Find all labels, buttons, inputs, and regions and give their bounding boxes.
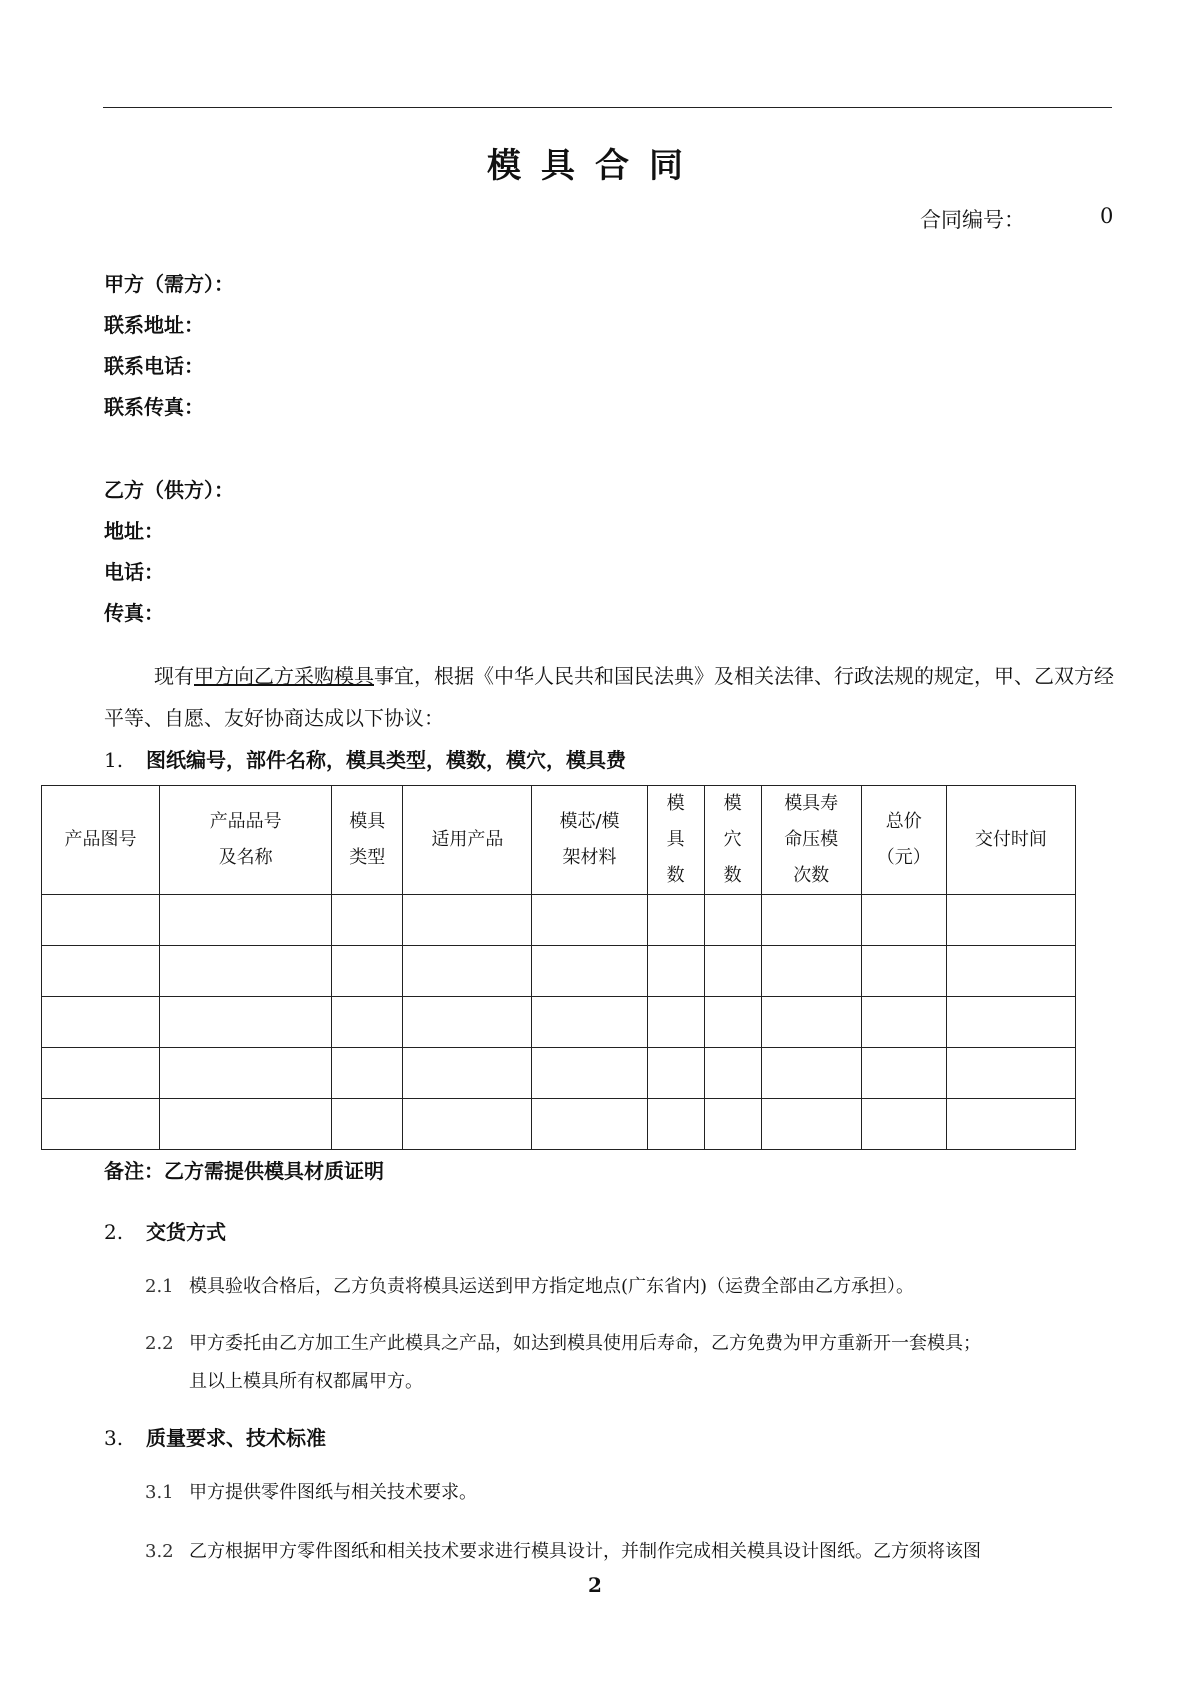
table-cell[interactable] [704,997,761,1048]
intro-underlined: 甲方向乙方采购模具 [194,664,374,688]
table-header-cell: 适用产品 [403,786,532,895]
clause-3-2 [145,1533,1125,1571]
intro-prefix: 现有 [154,664,194,688]
table-row [42,1099,1076,1150]
table-cell[interactable] [403,946,532,997]
clause-text: 甲方提供零件图纸与相关技术要求。 [189,1482,477,1503]
party-b-phone-label: 电话： [104,560,164,584]
table-cell[interactable] [946,1048,1075,1099]
section-2-title: 交货方式 [146,1220,226,1244]
table-cell[interactable] [861,1048,946,1099]
section-1-number: 1. [104,748,124,772]
party-a-address-label: 联系地址： [104,313,204,337]
table-cell[interactable] [946,946,1075,997]
table-header-cell: 模 具 数 [647,786,704,895]
table-cell[interactable] [647,946,704,997]
section-2-heading [104,1216,226,1245]
table-cell[interactable] [332,946,403,997]
table-cell[interactable] [403,997,532,1048]
table-cell[interactable] [403,1099,532,1150]
party-b-name-label: 乙方（供方）： [104,478,234,502]
table-note: 备注：乙方需提供模具材质证明 [104,1159,384,1183]
table-header-cell: 交付时间 [946,786,1075,895]
intro-suffix: 事宜，根据《中华人民共和国民法典》及相关法律、行政法规的规定，甲、乙双方经平等、自愿、友好协商达成以下协议： [104,664,1114,730]
table-cell[interactable] [403,895,532,946]
table-cell[interactable] [647,1099,704,1150]
section-3-title: 质量要求、技术标准 [146,1426,326,1450]
table-cell[interactable] [861,1099,946,1150]
clause-2-1 [145,1268,1125,1306]
table-row [42,997,1076,1048]
table-cell[interactable] [42,946,160,997]
party-b-address-label: 地址： [104,519,164,543]
table-cell[interactable] [946,895,1075,946]
table-header-cell: 总价 （元） [861,786,946,895]
table-cell[interactable] [532,997,647,1048]
table-header-cell: 产品图号 [42,786,160,895]
contract-number-value: 0 [1100,204,1114,228]
table-header-cell: 产品品号 及名称 [160,786,332,895]
table-header-cell: 模具寿 命压模 次数 [761,786,861,895]
table-cell[interactable] [861,997,946,1048]
table-cell[interactable] [160,895,332,946]
clause-text: 模具验收合格后，乙方负责将模具运送到甲方指定地点(广东省内)（运费全部由乙方承担）。 [189,1276,915,1297]
table-cell[interactable] [761,1048,861,1099]
section-3-number: 3. [104,1426,124,1450]
contract-number-label: 合同编号： [920,208,1025,232]
table-cell[interactable] [761,1099,861,1150]
clause-text: 乙方根据甲方零件图纸和相关技术要求进行模具设计，并制作完成相关模具设计图纸。乙方须将该图 [189,1541,981,1562]
section-2-number: 2. [104,1220,124,1244]
section-1-title: 图纸编号，部件名称，模具类型，模数，模穴，模具费 [146,748,626,772]
table-cell[interactable] [332,895,403,946]
party-b-fax-label: 传真： [104,601,164,625]
table-cell[interactable] [647,1048,704,1099]
table-cell[interactable] [532,1048,647,1099]
table-cell[interactable] [861,946,946,997]
table-cell[interactable] [861,895,946,946]
table-cell[interactable] [532,895,647,946]
party-a-fax-label: 联系传真： [104,395,204,419]
section-1-heading [104,744,626,773]
table-cell[interactable] [761,946,861,997]
table-row [42,1048,1076,1099]
table-cell[interactable] [647,895,704,946]
party-a-name-label: 甲方（需方）： [104,272,234,296]
table-cell[interactable] [761,997,861,1048]
table-cell[interactable] [332,997,403,1048]
table-cell[interactable] [332,1048,403,1099]
table-cell[interactable] [42,1048,160,1099]
table-cell[interactable] [160,1099,332,1150]
table-cell[interactable] [160,1048,332,1099]
table-header-cell: 模 穴 数 [704,786,761,895]
table-cell[interactable] [42,895,160,946]
mold-spec-table [41,785,1076,1150]
table-cell[interactable] [946,997,1075,1048]
party-a-phone-label: 联系电话： [104,354,204,378]
table-cell[interactable] [160,946,332,997]
table-cell[interactable] [332,1099,403,1150]
clause-continuation: 且以上模具所有权都属甲方。 [189,1371,423,1392]
clause-2-2 [145,1325,1125,1401]
table-cell[interactable] [704,1099,761,1150]
table-row [42,946,1076,997]
section-3-heading [104,1422,326,1451]
table-cell[interactable] [761,895,861,946]
table-cell[interactable] [160,997,332,1048]
table-cell[interactable] [403,1048,532,1099]
header-rule [103,107,1112,108]
table-cell[interactable] [704,1048,761,1099]
clause-number: 2.2 [145,1333,174,1354]
table-header-row [42,786,1076,895]
table-header-cell: 模芯/模 架材料 [532,786,647,895]
table-cell[interactable] [647,997,704,1048]
table-cell[interactable] [42,997,160,1048]
intro-paragraph [104,655,1114,739]
table-cell[interactable] [946,1099,1075,1150]
table-cell[interactable] [42,1099,160,1150]
clause-number: 3.2 [145,1541,174,1562]
table-cell[interactable] [704,946,761,997]
table-cell[interactable] [704,895,761,946]
contract-number [920,204,1114,234]
page-number: 2 [588,1573,602,1597]
clause-number: 2.1 [145,1276,174,1297]
table-header-cell: 模具 类型 [332,786,403,895]
table-cell[interactable] [532,946,647,997]
clause-text: 甲方委托由乙方加工生产此模具之产品，如达到模具使用后寿命，乙方免费为甲方重新开一套模具； [189,1333,981,1354]
clause-number: 3.1 [145,1482,174,1503]
table-row [42,895,1076,946]
document-title: 模具合同 [487,146,703,186]
clause-3-1 [145,1474,1125,1512]
table-cell[interactable] [532,1099,647,1150]
